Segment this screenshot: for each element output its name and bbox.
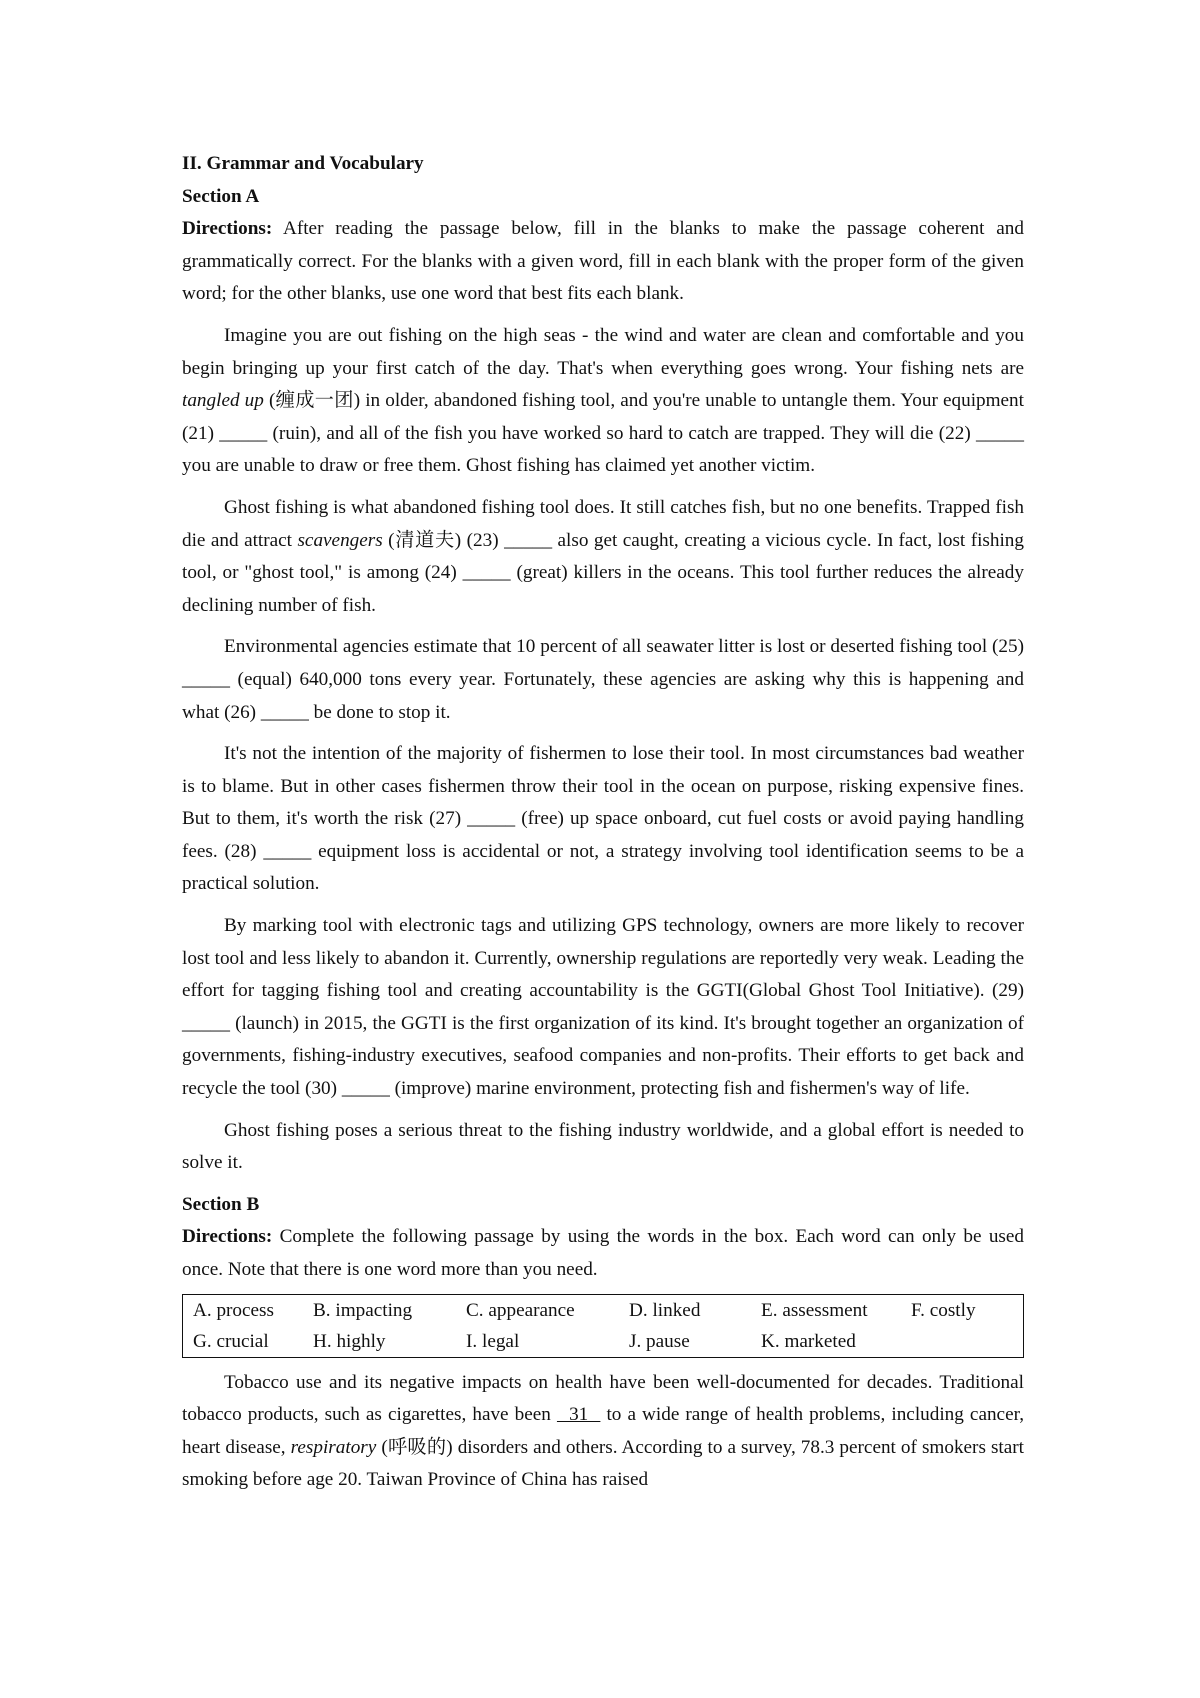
section-b-paragraph-1 [182, 1367, 1024, 1497]
section-a-directions [182, 213, 1024, 311]
word-option: K. marketed [761, 1330, 856, 1352]
paragraph-text: (清道夫) (23) _____ also get caught, creating a vicious cycle. In fact, lost fishing tool, or "ghost tool," is among (24) _____ (great) killers in the oceans. This tool further reduces the already declining number of fish. [182, 529, 1024, 616]
word-option: D. linked [629, 1299, 701, 1321]
passage-paragraph-1 [182, 320, 1024, 483]
word-option: J. pause [629, 1330, 690, 1352]
section-b-heading: Section B [182, 1193, 260, 1215]
passage-paragraph-5: By marking tool with electronic tags and utilizing GPS technology, owners are more likely to recover lost tool and less likely to abandon it. Currently, ownership regulations are reportedly very weak. Leading the effort for tagging fishing tool and creating accountability is the GGTI(Global Ghost Tool Initiative). (29) _____ (launch) in 2015, the GGTI is the first organization of its kind. It's brought together an organization of governments, fishing-industry executives, seafood companies and non-profits. Their efforts to get back and recycle the tool (30) _____ (improve) marine environment, protecting fish and fishermen's way of life. [182, 915, 1024, 1100]
paragraph-text: (缠成一团) in older, abandoned fishing tool, and you're unable to untangle them. Your equipment (21) _____ (ruin), and all of the fish you have worked so hard to catch are trapped. They will die (22) _____ you are unable to draw or free them. Ghost fishing has claimed yet another victim. [182, 390, 1024, 477]
passage-paragraph-6: Ghost fishing poses a serious threat to the fishing industry worldwide, and a global effort is needed to solve it. [182, 1119, 1024, 1174]
directions-text: After reading the passage below, fill in the blanks to make the passage coherent and grammatically correct. For the blanks with a given word, fill in each blank with the proper form of the given word; for the other blanks, use one word that best fits each blank. [182, 218, 1024, 305]
italic-term: respiratory [290, 1436, 377, 1458]
paragraph-text: to a wide range of health problems, including cancer, heart disease, [182, 1404, 1025, 1458]
word-option: C. appearance [466, 1299, 575, 1321]
blank-31: 31 [556, 1404, 601, 1426]
italic-term: scavengers [297, 529, 383, 551]
word-option: G. crucial [193, 1330, 269, 1352]
word-option: E. assessment [761, 1299, 868, 1321]
paragraph-text: Ghost fishing is what abandoned fishing tool does. It still catches fish, but no one benefits. Trapped fish die and attract [182, 496, 1024, 551]
word-option-empty [911, 1326, 1021, 1357]
paragraph-text: (呼吸的) disorders and others. According to a survey, 78.3 percent of smokers start smoking before age 20. Taiwan Province of China has raised [182, 1436, 1024, 1491]
italic-term: tangled up [182, 390, 264, 412]
part-title: II. Grammar and Vocabulary [182, 153, 424, 174]
passage-paragraph-3: Environmental agencies estimate that 10 percent of all seawater litter is lost or deserted fishing tool (25) _____ (equal) 640,000 tons every year. Fortunately, these agencies are asking why this is happening and what (26) _____ be done to stop it. [182, 636, 1024, 723]
word-option: A. process [193, 1299, 274, 1321]
directions-label: Directions: [182, 218, 273, 240]
paragraph-text: Tobacco use and its negative impacts on health have been well-documented for decades. Traditional tobacco products, such as cigarettes, have been [182, 1371, 1024, 1426]
word-option: B. impacting [313, 1299, 413, 1321]
directions-label: Directions: [182, 1226, 273, 1248]
document-content [182, 148, 1024, 1497]
word-option: F. costly [911, 1299, 976, 1321]
word-option: H. highly [313, 1330, 386, 1352]
word-box [182, 1294, 1024, 1358]
directions-text: Complete the following passage by using the words in the box. Each word can only be used once. Note that there is one word more than you need. [182, 1226, 1024, 1280]
paragraph-text: Imagine you are out fishing on the high seas - the wind and water are clean and comfortable and you begin bringing up your first catch of the day. That's when everything goes wrong. Your fishing nets are [182, 324, 1024, 379]
section-b-directions [182, 1221, 1024, 1286]
passage-paragraph-4: It's not the intention of the majority of fishermen to lose their tool. In most circumstances bad weather is to blame. But in other cases fishermen throw their tool in the ocean on purpose, risking expensive fines. But to them, it's worth the risk (27) _____ (free) up space onboard, cut fuel costs or avoid paying handling fees. (28) _____ equipment loss is accidental or not, a strategy involving tool identification seems to be a practical solution. [182, 743, 1024, 895]
passage-paragraph-2 [182, 492, 1024, 622]
word-option: I. legal [466, 1330, 520, 1352]
section-a-heading: Section A [182, 185, 260, 207]
